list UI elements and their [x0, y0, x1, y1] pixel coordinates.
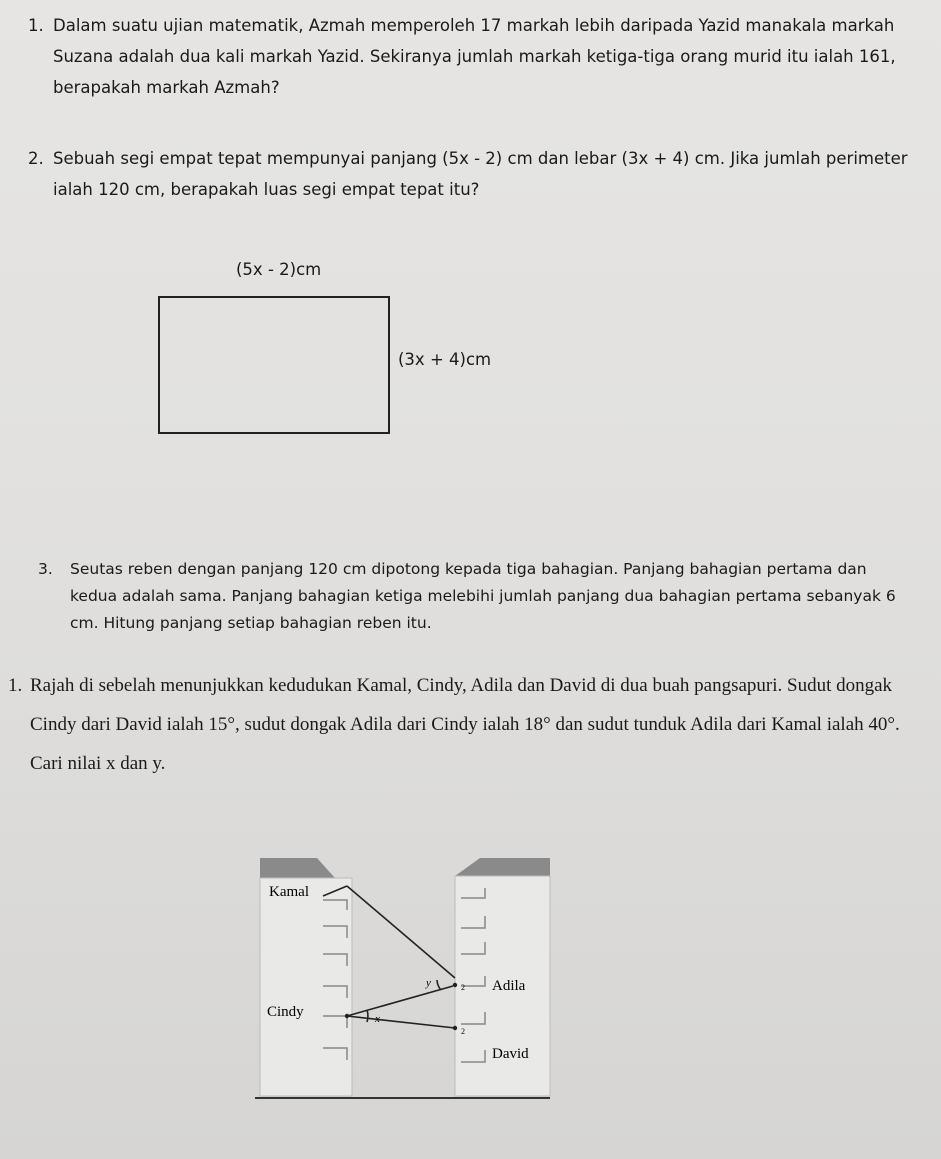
left-building: [260, 878, 352, 1096]
adila-point: [453, 983, 457, 987]
adila-mark: 2: [461, 983, 465, 992]
rectangle-width-label: (3x + 4)cm: [398, 350, 492, 369]
question-4-text: Rajah di sebelah menunjukkan kedudukan Kamal, Cindy, Adila dan David di dua buah pangsapuri. Sudut dongak Cindy dari David ialah 15°, sudut dongak Adila dari Cindy ialah 18° dan sudut tunduk Adila dari Kamal ialah 40°. Cari nilai x dan y.: [30, 675, 900, 774]
angle-y-label: y: [426, 977, 431, 989]
angle-x-label: x: [375, 1013, 380, 1025]
cindy-point: [345, 1014, 349, 1018]
david-mark: 2: [461, 1027, 465, 1036]
david-label: David: [492, 1046, 529, 1062]
question-2-text: Sebuah segi empat tepat mempunyai panjang (5x - 2) cm dan lebar (3x + 4) cm. Jika jumlah perimeter ialah 120 cm, berapakah luas segi empat tepat itu?: [53, 149, 908, 199]
question-3: [38, 556, 918, 637]
question-4-number: 1.: [8, 675, 23, 696]
building-diagram: [255, 838, 555, 1108]
rectangle-diagram: [158, 296, 390, 434]
question-3-number: 3.: [38, 560, 53, 578]
question-2-number: 2.: [28, 149, 44, 168]
adila-label: Adila: [492, 978, 526, 994]
cindy-label: Cindy: [267, 1004, 304, 1020]
question-4: [8, 666, 928, 783]
david-point: [453, 1026, 457, 1030]
rectangle-length-label: (5x - 2)cm: [236, 260, 322, 279]
question-1: [28, 10, 928, 103]
kamal-label: Kamal: [269, 884, 309, 900]
question-1-text: Dalam suatu ujian matematik, Azmah memperoleh 17 markah lebih daripada Yazid manakala markah Suzana adalah dua kali markah Yazid. Sekiranya jumlah markah ketiga-tiga orang murid itu ialah 161, berapakah markah Azmah?: [53, 16, 896, 97]
question-2: [28, 143, 928, 205]
left-building-roof: [260, 858, 335, 878]
question-3-text: Seutas reben dengan panjang 120 cm dipotong kepada tiga bahagian. Panjang bahagian pertama dan kedua adalah sama. Panjang bahagian ketiga melebihi jumlah panjang dua bahagian pertama sebanyak 6 cm. Hitung panjang setiap bahagian reben itu.: [70, 560, 896, 632]
right-building-roof: [455, 858, 550, 876]
question-1-number: 1.: [28, 16, 44, 35]
